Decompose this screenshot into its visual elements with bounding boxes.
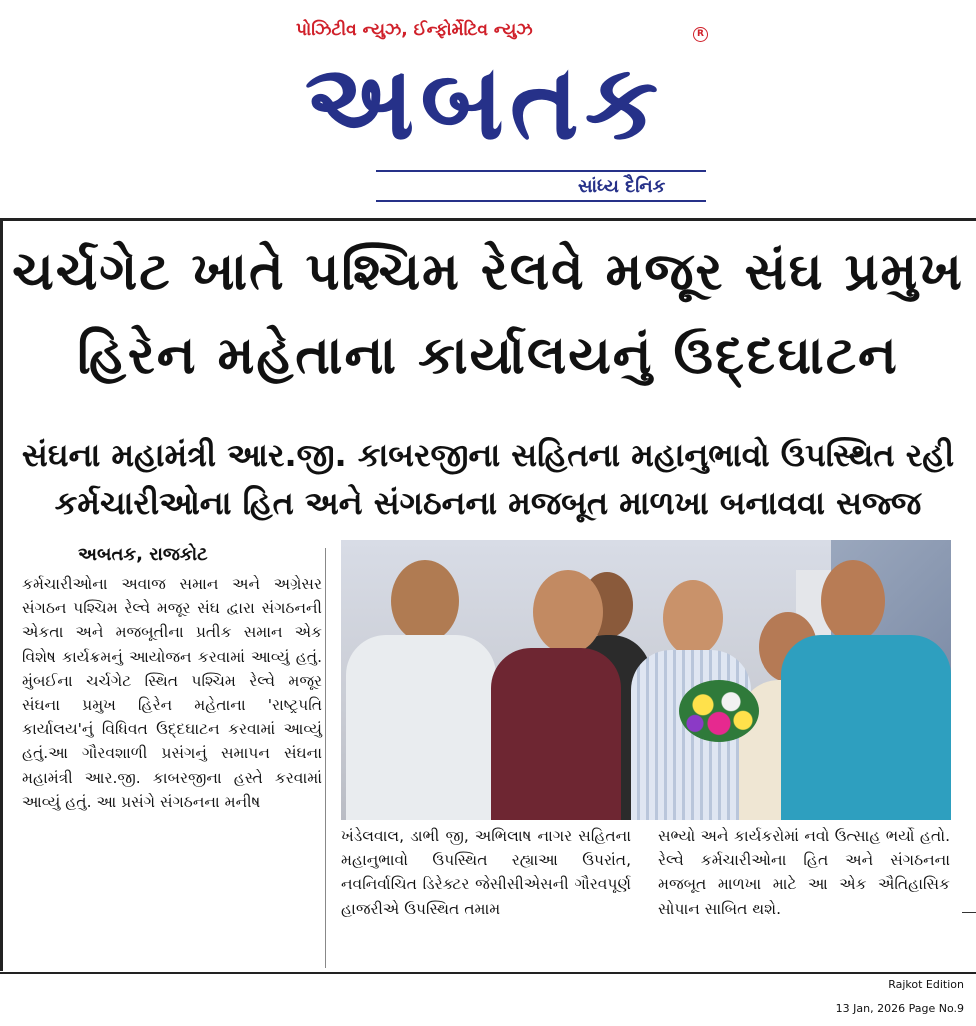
article-photo: [341, 540, 951, 820]
registered-trademark-icon: R: [693, 27, 708, 42]
masthead-rule: [376, 170, 706, 172]
article-column-2: [341, 824, 631, 921]
article-column-1: [22, 572, 322, 814]
column-2-text: ખંડેલવાલ, ડાભી જી, અભિલાષ નાગર સહિતના મહાનુભાવો ઉપસ્થિત રહ્યાઆ ઉપરાંત, નવનિર્વાચિત ડિરેક્ટર જેસીસીએસની ગૌરવપૂર્ણ હાજરીએ ઉપસ્થિત તમામ: [341, 827, 631, 918]
masthead-rule-lower: [376, 200, 706, 202]
subheadline-line-1: સંઘના મહામંત્રી આર.જી. કાબરજીના સહિતના મહાનુભાવો ઉપસ્થિત રહી: [21, 436, 955, 474]
margin-tick: [962, 912, 976, 913]
dateline: અબતક, રાજકોટ: [78, 544, 208, 565]
edition-type-label: સાંધ્ય દૈનિક: [578, 176, 666, 197]
article-bottom-border: [0, 972, 976, 974]
column-1-text: કર્મચારીઓના અવાજ સમાન અને અગ્રેસર સંગઠન પશ્ચિમ રેલ્વે મજૂર સંઘ દ્વારા સંગઠનની એકતા અને મજબૂતીના પ્રતીક સમાન એક વિશેષ કાર્યક્રમનું આયોજન કરવામાં આવ્યું હતું. મુંબઈના ચર્ચગેટ સ્થિત પશ્ચિમ રેલ્વે મજૂર સંઘના પ્રમુખ હિરેન મહેતાના 'રાષ્ટ્રપતિ કાર્યાલય'નું વિધિવત ઉદ્દઘાટન કરવામાં આવ્યું હતું.આ ગૌરવશાળી પ્રસંગનું સમાપન સંઘના મહામંત્રી આર.જી. કાબરજીના હસ્તે કરવામાં આવ્યું હતું. આ પ્રસંગે સંગઠનના મનીષ: [22, 575, 322, 811]
column-3-text: સભ્યો અને કાર્યકરોમાં નવો ઉત્સાહ ભર્યો હતો. રેલ્વે કર્મચારીઓના હિત અને સંગઠનના મજબૂત માળખા માટે આ એક ઐતિહાસિક સોપાન સાબિત થશે.: [658, 827, 950, 918]
headline-line-1: ચર્ચગેટ ખાતે પશ્ચિમ રેલવે મજૂર સંઘ પ્રમુખ: [12, 242, 964, 302]
article-column-3: [658, 824, 950, 921]
headline-line-2: હિરેન મહેતાના કાર્યાલયનું ઉદ્દઘાટન: [77, 326, 899, 386]
newspaper-logo: અબતક: [304, 41, 665, 163]
article-top-border: [0, 218, 976, 221]
edition-label: Rajkot Edition: [888, 978, 964, 991]
masthead-tagline: પોઝિટીવ ન્યુઝ, ઈન્ફોર્મેટિવ ન્યુઝ: [296, 20, 533, 40]
masthead: [0, 0, 976, 210]
date-page-label: 13 Jan, 2026 Page No.9: [835, 1002, 964, 1015]
flower-bouquet: [679, 680, 759, 742]
subheadline-line-2: કર્મચારીઓના હિત અને સંગઠનના મજબૂત માળખા બનાવવા સજ્જ: [54, 484, 922, 522]
column-divider: [325, 548, 326, 968]
article-left-border: [0, 221, 3, 971]
